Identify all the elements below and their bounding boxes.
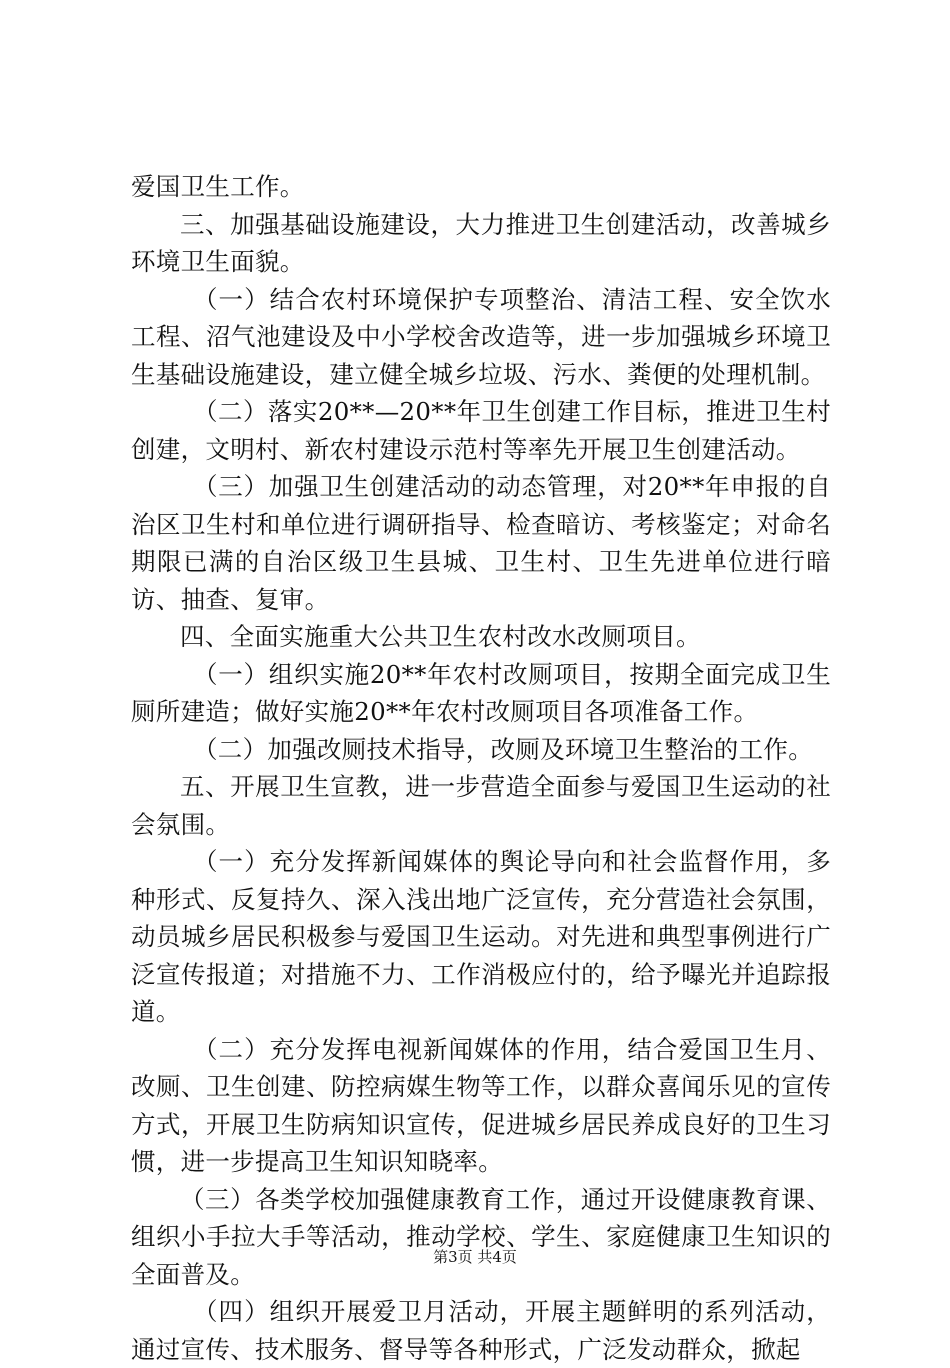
paragraph: （二）加强改厕技术指导，改厕及环境卫生整治的工作。 (193, 734, 813, 764)
paragraph: （二）充分发挥电视新闻媒体的作用，结合爱国卫生月、改厕、卫生创建、防控病媒生物等工作，以群众喜闻乐见的宣传方式，开展卫生防病知识宣传，促进城乡居民养成良好的卫生习惯，进一步提高卫生知识知晓率。 (131, 1034, 831, 1176)
paragraph: （三）各类学校加强健康教育工作，通过开设健康教育课、组织小手拉大手等活动，推动学校、学生、家庭健康卫生知识的全面普及。 (131, 1184, 831, 1289)
paragraph: 爱国卫生工作。 (131, 172, 305, 201)
section-heading: 三、加强基础设施建设，大力推进卫生创建活动，改善城乡环境卫生面貌。 (131, 209, 831, 276)
page-footer: 第3页 共4页 (433, 1248, 517, 1266)
section-heading: 四、全面实施重大公共卫生农村改水改厕项目。 (180, 622, 701, 651)
paragraph: （二）落实20**—20**年卫生创建工作目标，推进卫生村创建，文明村、新农村建设示范村等率先开展卫生创建活动。 (131, 397, 831, 464)
section-heading: 五、开展卫生宣教，进一步营造全面参与爱国卫生运动的社会氛围。 (131, 772, 831, 839)
paragraph: （一）组织实施20**年农村改厕项目，按期全面完成卫生厕所建造；做好实施20**年农村改厕项目各项准备工作。 (131, 659, 831, 726)
document-body (131, 168, 831, 1368)
paragraph: （三）加强卫生创建活动的动态管理，对20**年申报的自治区卫生村和单位进行调研指导、检查暗访、考核鉴定；对命名期限已满的自治区级卫生县城、卫生村、卫生先进单位进行暗访、抽查、复审。 (131, 472, 831, 614)
paragraph: （一）结合农村环境保护专项整治、清洁工程、安全饮水工程、沼气池建设及中小学校舍改造等，进一步加强城乡环境卫生基础设施建设，建立健全城乡垃圾、污水、粪便的处理机制。 (131, 284, 831, 389)
paragraph: （四）组织开展爱卫月活动，开展主题鲜明的系列活动，通过宣传、技术服务、督导等各种形式，广泛发动群众，掀起 (131, 1297, 831, 1364)
paragraph: （一）充分发挥新闻媒体的舆论导向和社会监督作用，多种形式、反复持久、深入浅出地广泛宣传，充分营造社会氛围，动员城乡居民积极参与爱国卫生运动。对先进和典型事例进行广泛宣传报道；对措施不力、工作消极应付的，给予曝光并追踪报道。 (131, 847, 831, 1026)
